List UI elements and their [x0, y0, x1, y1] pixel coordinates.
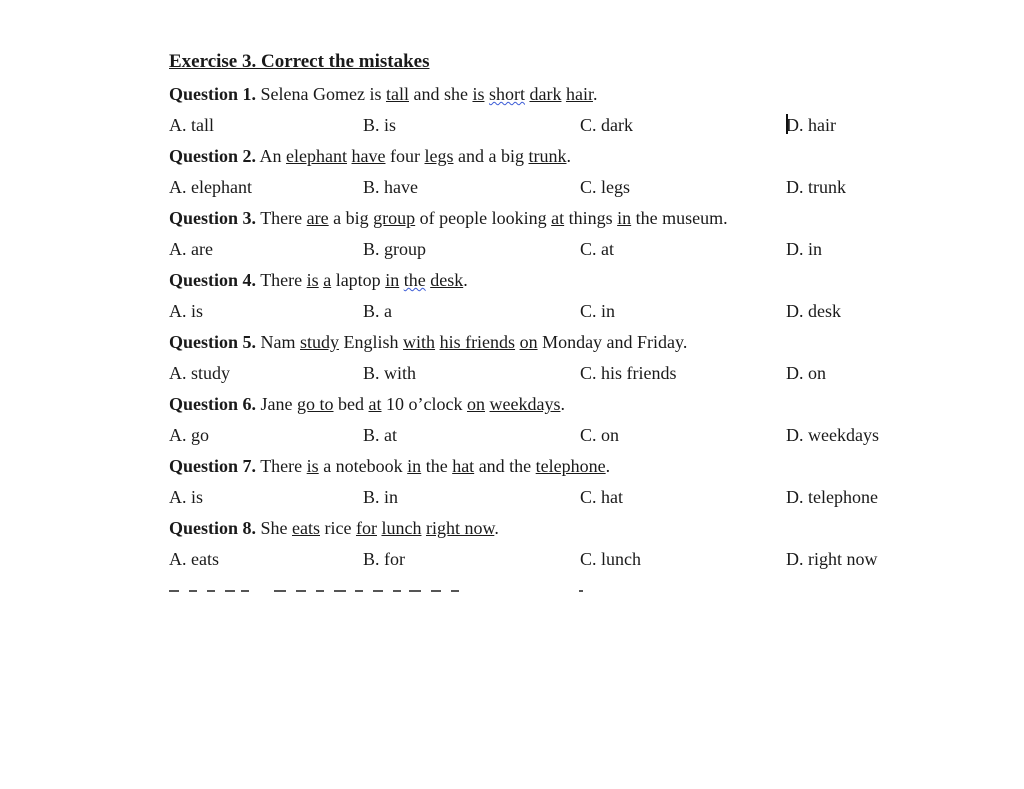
underlined-word: in: [407, 456, 422, 476]
sentence-text: of people looking: [415, 208, 552, 228]
question-label: Question 6.: [169, 394, 257, 414]
question-label: Question 2.: [169, 146, 257, 166]
option-d: [786, 110, 836, 141]
option-d: D. in: [786, 239, 822, 259]
sentence-text: There: [256, 456, 307, 476]
underlined-word: dark: [529, 84, 562, 104]
sentence-text: a notebook: [318, 456, 408, 476]
question-2: [169, 141, 929, 172]
question-6: [169, 389, 929, 420]
option-a: A. is: [169, 301, 204, 321]
sentence-text: Jane: [256, 394, 297, 414]
underlined-word: tall: [385, 84, 409, 104]
question-4: [169, 265, 929, 296]
sentence-text: There: [256, 208, 307, 228]
sentence-text: rice: [320, 518, 356, 538]
question-label: Question 3.: [169, 208, 257, 228]
sentence-text: .: [592, 84, 598, 104]
options-row: [169, 110, 929, 141]
sentence-text: An: [256, 146, 287, 166]
underlined-word: at: [368, 394, 382, 414]
sentence-text: .: [494, 518, 499, 538]
underlined-word: on: [467, 394, 485, 414]
options-row: [169, 544, 929, 575]
option-b: B. group: [363, 239, 426, 259]
question-label: Question 7.: [169, 456, 257, 476]
underlined-word: a: [323, 270, 332, 290]
option-a: A. is: [169, 487, 204, 507]
underlined-word: for: [355, 518, 377, 538]
underlined-word: hair: [565, 84, 593, 104]
option-b: B. in: [363, 487, 399, 507]
option-c: C. his friends: [580, 363, 677, 383]
option-a: A. elephant: [169, 177, 252, 197]
option-b: B. is: [363, 115, 397, 135]
underlined-word: have: [351, 146, 386, 166]
sentence-text: 10 o’clock: [381, 394, 467, 414]
sentence-text: .: [560, 394, 565, 414]
underlined-word: study: [300, 332, 340, 352]
underlined-word: elephant: [286, 146, 348, 166]
underlined-word: right now: [425, 518, 495, 538]
option-a: A. go: [169, 425, 209, 445]
option-b: B. have: [363, 177, 418, 197]
question-label: Question 5.: [169, 332, 257, 352]
option-a: A. are: [169, 239, 213, 259]
options-row: [169, 420, 929, 451]
sentence-text: the: [421, 456, 453, 476]
option-c: C. on: [580, 425, 620, 445]
underlined-word: weekdays: [489, 394, 561, 414]
option-a: A. eats: [169, 549, 219, 569]
option-c: C. dark: [580, 115, 633, 135]
sentence-text: Nam: [256, 332, 301, 352]
options-row: [169, 296, 929, 327]
underlined-word: are: [306, 208, 329, 228]
option-d: D. on: [786, 363, 826, 383]
option-c: C. hat: [580, 487, 623, 507]
option-a: A. study: [169, 363, 231, 383]
option-c: C. legs: [580, 177, 631, 197]
option-c: C. at: [580, 239, 614, 259]
underlined-word: lunch: [381, 518, 422, 538]
question-5: [169, 327, 929, 358]
spellcheck-word: the: [403, 270, 426, 290]
sentence-text: and a big: [453, 146, 529, 166]
options-row: [169, 482, 929, 513]
sentence-text: four: [385, 146, 425, 166]
underlined-word: go to: [297, 394, 334, 414]
underlined-word: trunk: [528, 146, 567, 166]
sentence-text: Monday and Friday.: [537, 332, 688, 352]
options-row: [169, 234, 929, 265]
option-d: D. right now: [786, 549, 878, 569]
options-row: [169, 172, 929, 203]
underlined-word: hat: [452, 456, 475, 476]
option-b: B. a: [363, 301, 392, 321]
underlined-word: in: [385, 270, 400, 290]
underlined-word: group: [373, 208, 416, 228]
option-b: B. with: [363, 363, 417, 383]
sentence-text: .: [566, 146, 571, 166]
underlined-word: telephone: [535, 456, 606, 476]
underlined-word: eats: [292, 518, 320, 538]
sentence-text: and she: [408, 84, 473, 104]
option-text: D. hair: [786, 115, 836, 135]
question-1: [169, 79, 929, 110]
option-d: D. telephone: [786, 487, 878, 507]
question-label: Question 4.: [169, 270, 257, 290]
sentence-text: the museum.: [631, 208, 728, 228]
sentence-text: things: [564, 208, 618, 228]
cropped-next-question: [169, 590, 649, 594]
spellcheck-word: short: [488, 84, 525, 104]
option-b: B. for: [363, 549, 405, 569]
underlined-word: desk: [430, 270, 464, 290]
underlined-word: is: [306, 270, 319, 290]
option-c: C. lunch: [580, 549, 641, 569]
question-7: [169, 451, 929, 482]
options-row: [169, 358, 929, 389]
sentence-text: laptop: [331, 270, 386, 290]
underlined-word: at: [551, 208, 565, 228]
option-a: A. tall: [169, 115, 214, 135]
underlined-word: is: [306, 456, 319, 476]
option-d: D. desk: [786, 301, 841, 321]
option-d: D. weekdays: [786, 425, 879, 445]
sentence-text: a big: [328, 208, 374, 228]
exercise-title: Exercise 3. Correct the mistakes: [169, 51, 430, 72]
underlined-word: on: [519, 332, 538, 352]
underlined-word: is: [472, 84, 485, 104]
sentence-text: .: [605, 456, 611, 476]
option-d: D. trunk: [786, 177, 846, 197]
sentence-text: and the: [474, 456, 536, 476]
question-3: [169, 203, 929, 234]
sentence-text: There: [256, 270, 307, 290]
worksheet: [169, 48, 929, 575]
underlined-word: legs: [424, 146, 454, 166]
option-c: C. in: [580, 301, 616, 321]
underlined-word: his friends: [439, 332, 516, 352]
question-label: Question 1.: [169, 84, 257, 104]
question-8: [169, 513, 929, 544]
sentence-text: bed: [333, 394, 369, 414]
underlined-word: in: [617, 208, 632, 228]
underlined-word: with: [403, 332, 436, 352]
sentence-text: English: [339, 332, 404, 352]
sentence-text: She: [256, 518, 293, 538]
sentence-text: .: [463, 270, 468, 290]
question-list: [169, 79, 929, 575]
question-label: Question 8.: [169, 518, 257, 538]
option-b: B. at: [363, 425, 397, 445]
sentence-text: Selena Gomez is: [256, 84, 386, 104]
